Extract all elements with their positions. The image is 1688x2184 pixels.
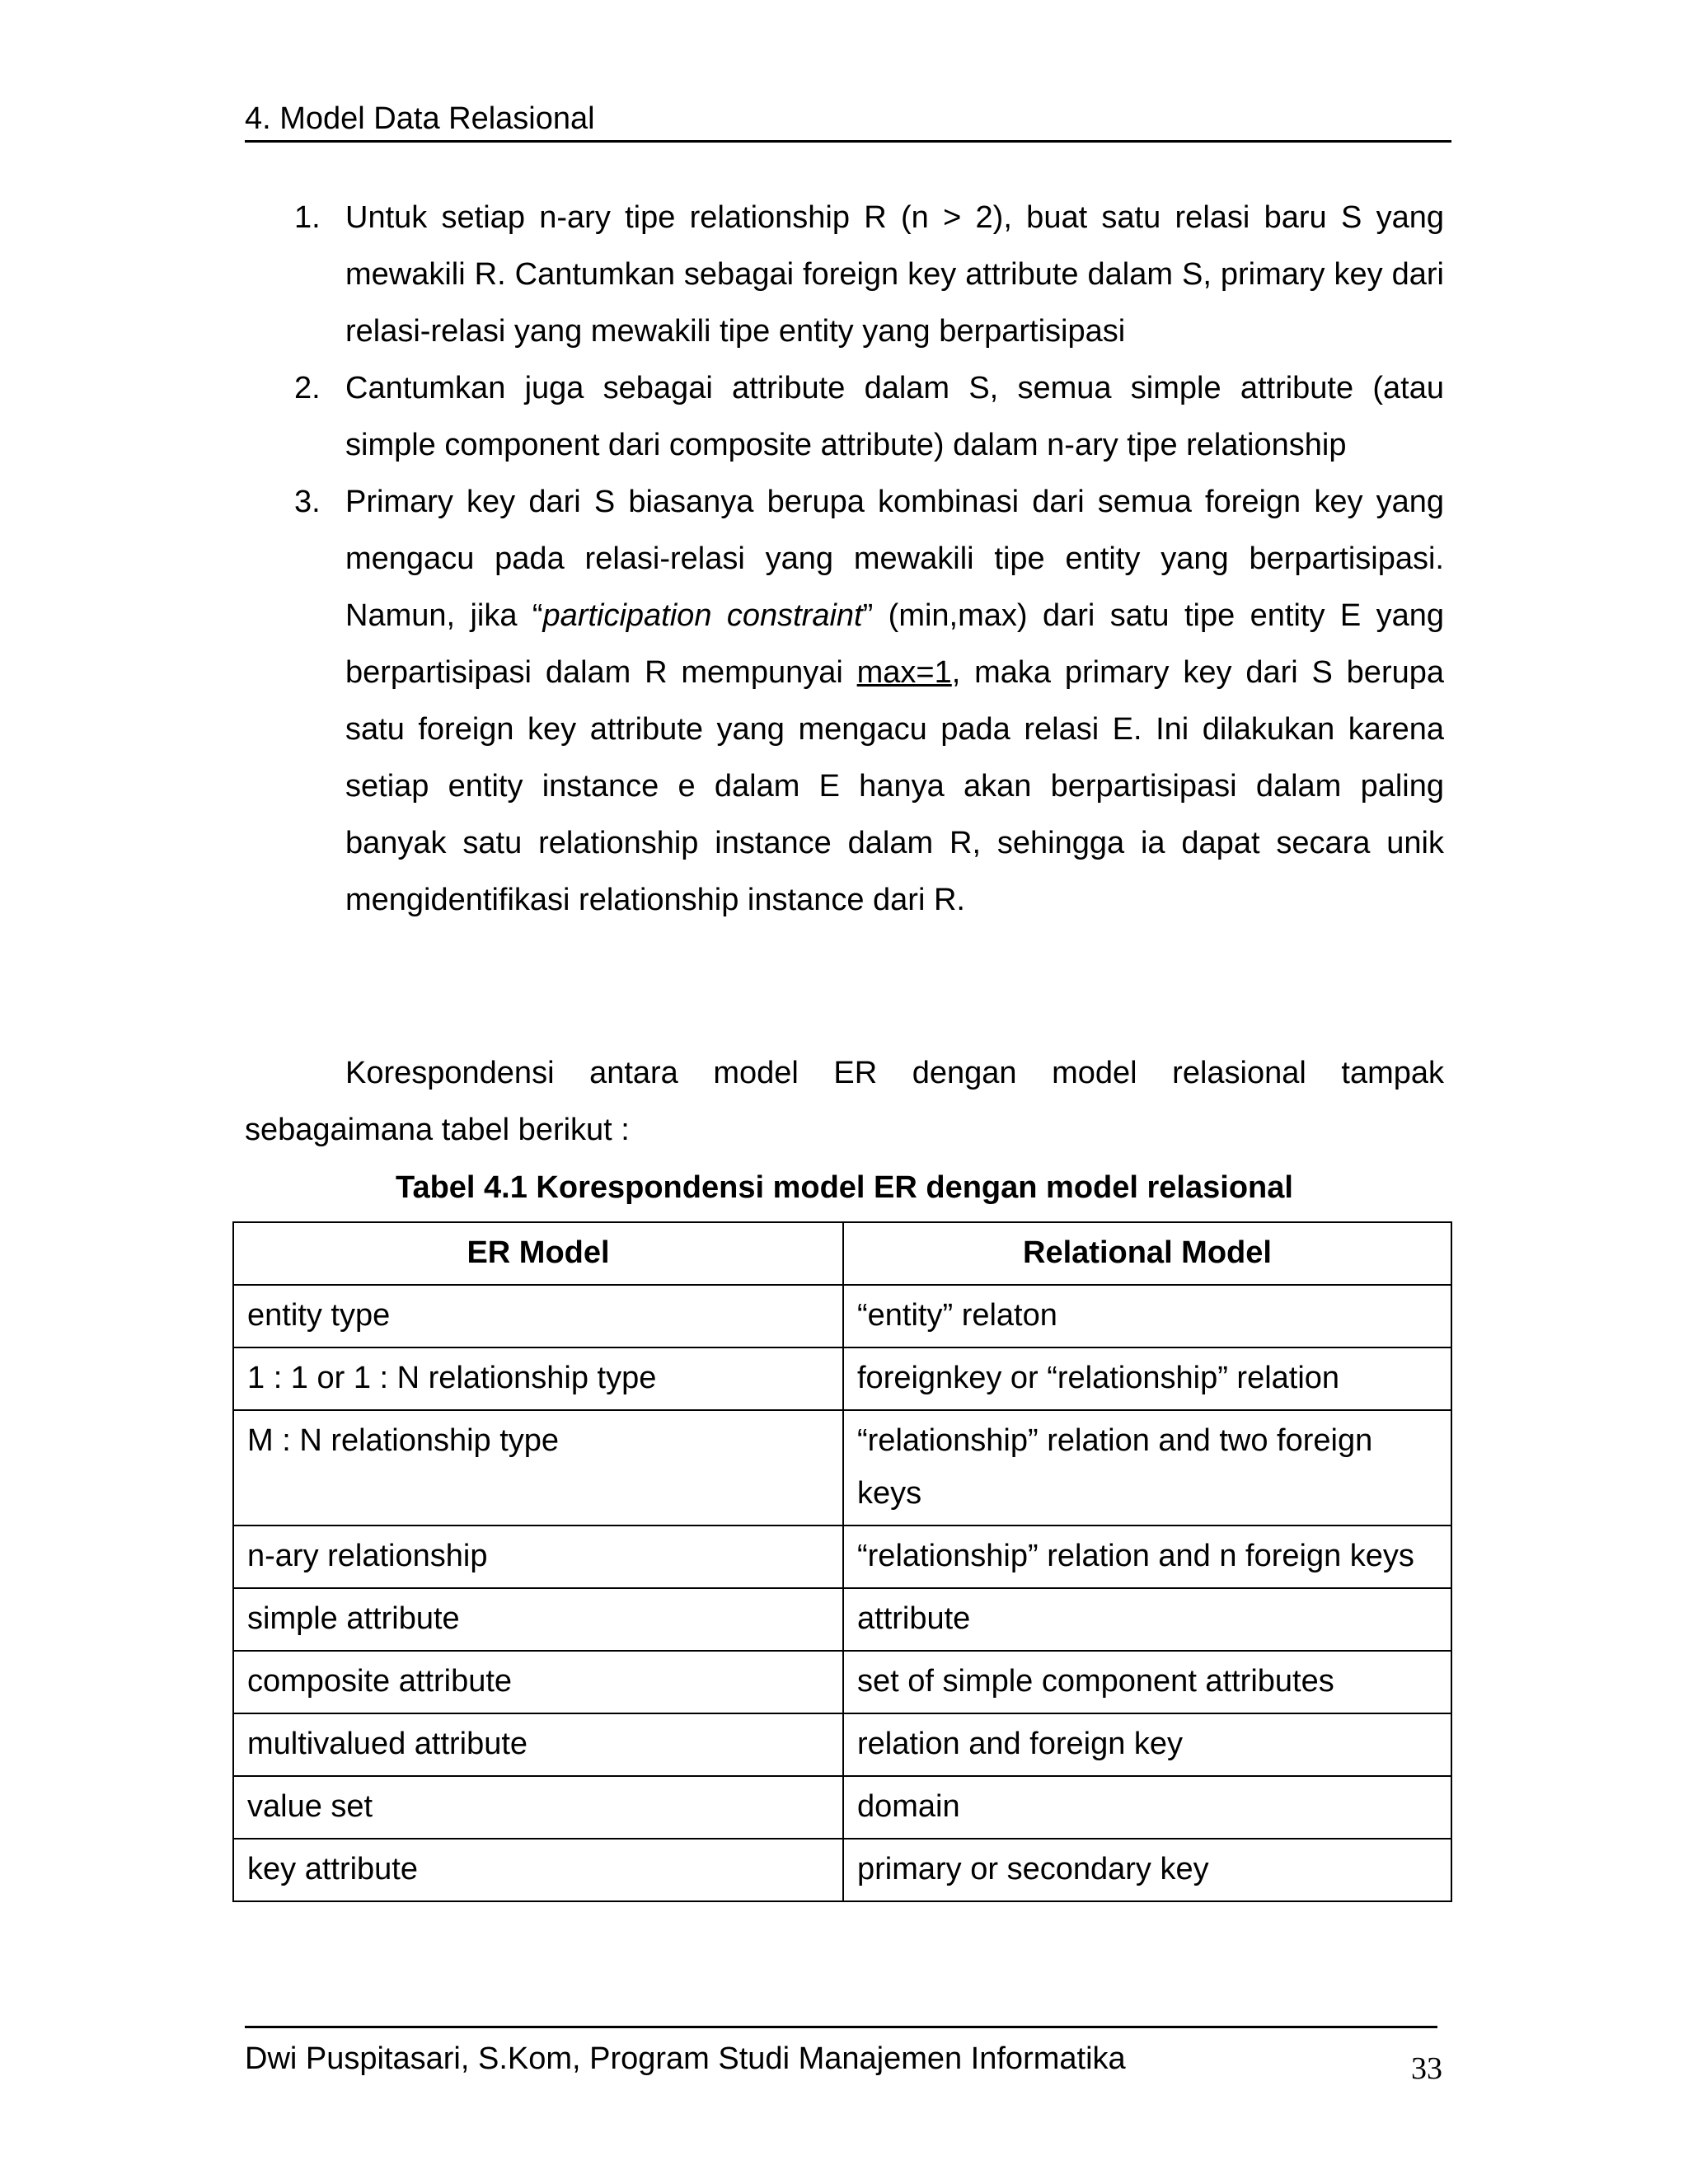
- list-item: [245, 190, 1444, 360]
- table-cell: relation and foreign key: [843, 1713, 1451, 1776]
- list-item-text-part: ” (min,max) dari satu tipe entity E yang berpartisipasi dalam R mempunyai: [345, 598, 1444, 690]
- table-caption: Tabel 4.1 Korespondensi model ER dengan model relasional: [396, 1170, 1293, 1205]
- list-item-text-part: Primary key dari S biasanya berupa kombinasi dari semua foreign key yang mengacu pada relasi-relasi yang mewakili tipe entity yang berpartisipasi. Namun, jika “: [345, 485, 1444, 633]
- list-item-text-part: , maka primary key dari S berupa satu foreign key attribute yang mengacu pada relasi E. Ini dilakukan karena setiap entity instance e dalam E hanya akan berpartisipasi dalam paling banyak satu relationship instance dalam R, sehingga ia dapat secara unik mengidentifikasi relationship instance dari R.: [345, 655, 1444, 917]
- table-row: [233, 1651, 1451, 1713]
- column-header-er-model: ER Model: [233, 1222, 843, 1285]
- table-cell: value set: [233, 1776, 843, 1839]
- table-cell: composite attribute: [233, 1651, 843, 1713]
- list-number: 2.: [294, 371, 321, 405]
- table-cell: set of simple component attributes: [843, 1651, 1451, 1713]
- table-row: [233, 1776, 1451, 1839]
- list-number: 3.: [294, 485, 321, 519]
- running-header: [245, 97, 1451, 143]
- list-number: 1.: [294, 200, 321, 235]
- column-header-relational-model: Relational Model: [843, 1222, 1451, 1285]
- footer-author: Dwi Puspitasari, S.Kom, Program Studi Manajemen Informatika: [245, 2041, 1126, 2076]
- body-paragraph: Korespondensi antara model ER dengan model relasional tampak sebagaimana tabel berikut :: [245, 1056, 1444, 1147]
- table-cell: M : N relationship type: [233, 1410, 843, 1526]
- list-item: [245, 360, 1444, 474]
- numbered-list: [245, 190, 1444, 929]
- table-row: [233, 1588, 1451, 1651]
- list-item-text: Cantumkan juga sebagai attribute dalam S, semua simple attribute (atau simple component dari composite attribute) dalam n-ary tipe relationship: [345, 371, 1444, 462]
- table-cell: “relationship” relation and two foreign keys: [843, 1410, 1451, 1526]
- table-row: [233, 1347, 1451, 1410]
- table-row: [233, 1839, 1451, 1901]
- list-item-text: [345, 485, 1444, 917]
- table-cell: “relationship” relation and n foreign keys: [843, 1526, 1451, 1588]
- table-row: [233, 1410, 1451, 1526]
- table-cell: primary or secondary key: [843, 1839, 1451, 1901]
- italic-term: participation constraint: [542, 598, 863, 633]
- table-cell: “entity” relaton: [843, 1285, 1451, 1347]
- table-header-row: [233, 1222, 1451, 1285]
- table-cell: entity type: [233, 1285, 843, 1347]
- table-cell: attribute: [843, 1588, 1451, 1651]
- table-cell: n-ary relationship: [233, 1526, 843, 1588]
- page-number: 33: [1411, 2051, 1442, 2086]
- table-cell: multivalued attribute: [233, 1713, 843, 1776]
- table-cell: simple attribute: [233, 1588, 843, 1651]
- footer-divider: [245, 2026, 1437, 2028]
- list-item: [245, 474, 1444, 929]
- list-item-text: Untuk setiap n-ary tipe relationship R (n > 2), buat satu relasi baru S yang mewakili R. Cantumkan sebagai foreign key attribute dalam S, primary key dari relasi-relasi yang mewakili tipe entity yang berpartisipasi: [345, 200, 1444, 349]
- table-cell: domain: [843, 1776, 1451, 1839]
- correspondence-table: [232, 1221, 1452, 1902]
- table-cell: foreignkey or “relationship” relation: [843, 1347, 1451, 1410]
- table-cell: key attribute: [233, 1839, 843, 1901]
- chapter-title: 4. Model Data Relasional: [245, 101, 595, 136]
- table-row: [233, 1285, 1451, 1347]
- table-row: [233, 1526, 1451, 1588]
- table-row: [233, 1713, 1451, 1776]
- table-cell: 1 : 1 or 1 : N relationship type: [233, 1347, 843, 1410]
- underlined-term: max=1: [856, 655, 952, 690]
